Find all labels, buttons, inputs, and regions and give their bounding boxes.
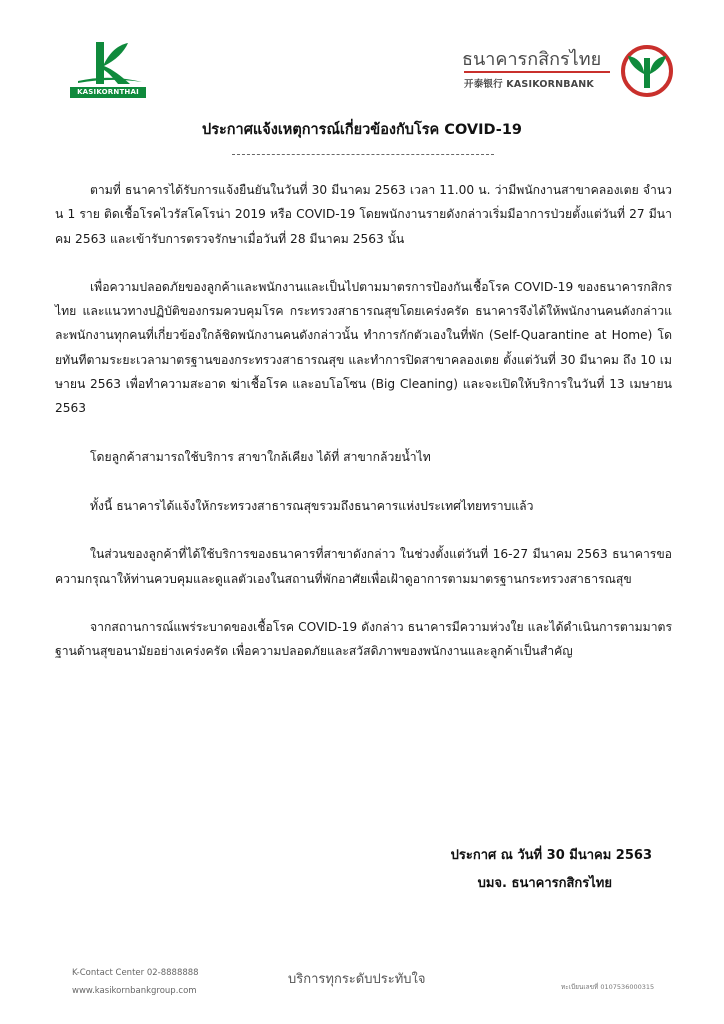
logo-rule	[464, 71, 610, 73]
announcement-body	[55, 178, 672, 663]
kbank-emblem-icon	[620, 44, 674, 98]
paragraph-3: โดยลูกค้าสามารถใช้บริการ สาขาใกล้เคียง ได้ที่ สาขากล้วยน้ำไท	[90, 449, 431, 464]
paragraph-5: ในส่วนของลูกค้าที่ได้ใช้บริการของธนาคารที่สาขาดังกล่าว ในช่วงตั้งแต่วันที่ 16-27 มีนาคม 2563 ธนาคารขอความกรุณาให้ท่านควบคุมและดูแลตัวเองในสถานที่พักอาศัยเพื่อเฝ้าดูอาการตามมาตรฐานกระทรวงสาธารณสุข	[55, 547, 672, 586]
signature-date: ประกาศ ณ วันที่ 30 มีนาคม 2563	[450, 848, 652, 863]
page-title: ประกาศแจ้งเหตุการณ์เกี่ยวข้องกับโรค COVID-19	[202, 122, 522, 138]
bank-name-english: 开泰银行 KASIKORNBANK	[464, 79, 594, 90]
bank-name-thai: ธนาคารกสิกรไทย	[462, 49, 602, 70]
signature-block	[0, 842, 652, 898]
footer-registration: ทะเบียนเลขที่ 0107536000315	[561, 983, 655, 991]
k-leaf-icon	[70, 40, 146, 87]
paragraph-6: จากสถานการณ์แพร่ระบาดของเชื้อโรค COVID-19 ดังกล่าว ธนาคารมีความห่วงใย และได้ดำเนินการตามมาตรฐานด้านสุขอนามัยอย่างเคร่งครัด เพื่อความปลอดภัยและสวัสดิภาพของพนักงานและลูกค้าเป็นสำคัญ	[55, 619, 672, 659]
title-divider	[232, 154, 494, 155]
paragraph-2: เพื่อความปลอดภัยของลูกค้าและพนักงานและเป็นไปตามมาตรการป้องกันเชื้อโรค COVID-19 ของธนาคารกสิกรไทย และแนวทางปฏิบัติของกรมควบคุมโรค กระทรวงสาธารณสุขโดยเคร่งครัด ธนาคารจึงได้ให้พนักงานคนดังกล่าวและพนักงานทุกคนที่เกี่ยวข้องใกล้ชิดพนักงานคนดังกล่าวนั้น ทำการกักตัวเองในที่พัก (Self-Quarantine at Home) โดยทันทีตามระยะเวลามาตรฐานของกระทรวงสาธารณสุข และทำการปิดสาขาคลองเตย ตั้งแต่วันที่ 30 มีนาคม ถึง 10 เมษายน 2563 เพื่อทำความสะอาด ฆ่าเชื้อโรค และอบโอโซน (Big Cleaning) และจะเปิดให้บริการในวันที่ 13 เมษายน 2563	[55, 279, 672, 416]
footer-contact: K-Contact Center 02-8888888	[72, 968, 199, 978]
footer-website[interactable]: www.kasikornbankgroup.com	[72, 986, 197, 996]
signature-org: บมจ. ธนาคารกสิกรไทย	[477, 876, 612, 891]
paragraph-4: ทั้งนี้ ธนาคารได้แจ้งให้กระทรวงสาธารณสุขรวมถึงธนาคารแห่งประเทศไทยทราบแล้ว	[90, 498, 534, 513]
logo-caption: KASIKORNTHAI	[70, 87, 146, 98]
paragraph-1: ตามที่ ธนาคารได้รับการแจ้งยืนยันในวันที่ 30 มีนาคม 2563 เวลา 11.00 น. ว่ามีพนักงานสาขาคลองเตย จำนวน 1 ราย ติดเชื้อโรคไวรัสโคโรน่า 2019 หรือ COVID-19 โดยพนักงานรายดังกล่าวเริ่มมีอาการป่วยตั้งแต่วันที่ 27 มีนาคม 2563 และเข้ารับการตรวจรักษาเมื่อวันที่ 28 มีนาคม 2563 นั้น	[55, 183, 672, 246]
footer-slogan: บริการทุกระดับประทับใจ	[288, 972, 426, 987]
kasikornthai-logo	[70, 40, 146, 98]
footer-contact-block	[72, 964, 199, 1000]
kasikornbank-logo	[462, 44, 674, 100]
